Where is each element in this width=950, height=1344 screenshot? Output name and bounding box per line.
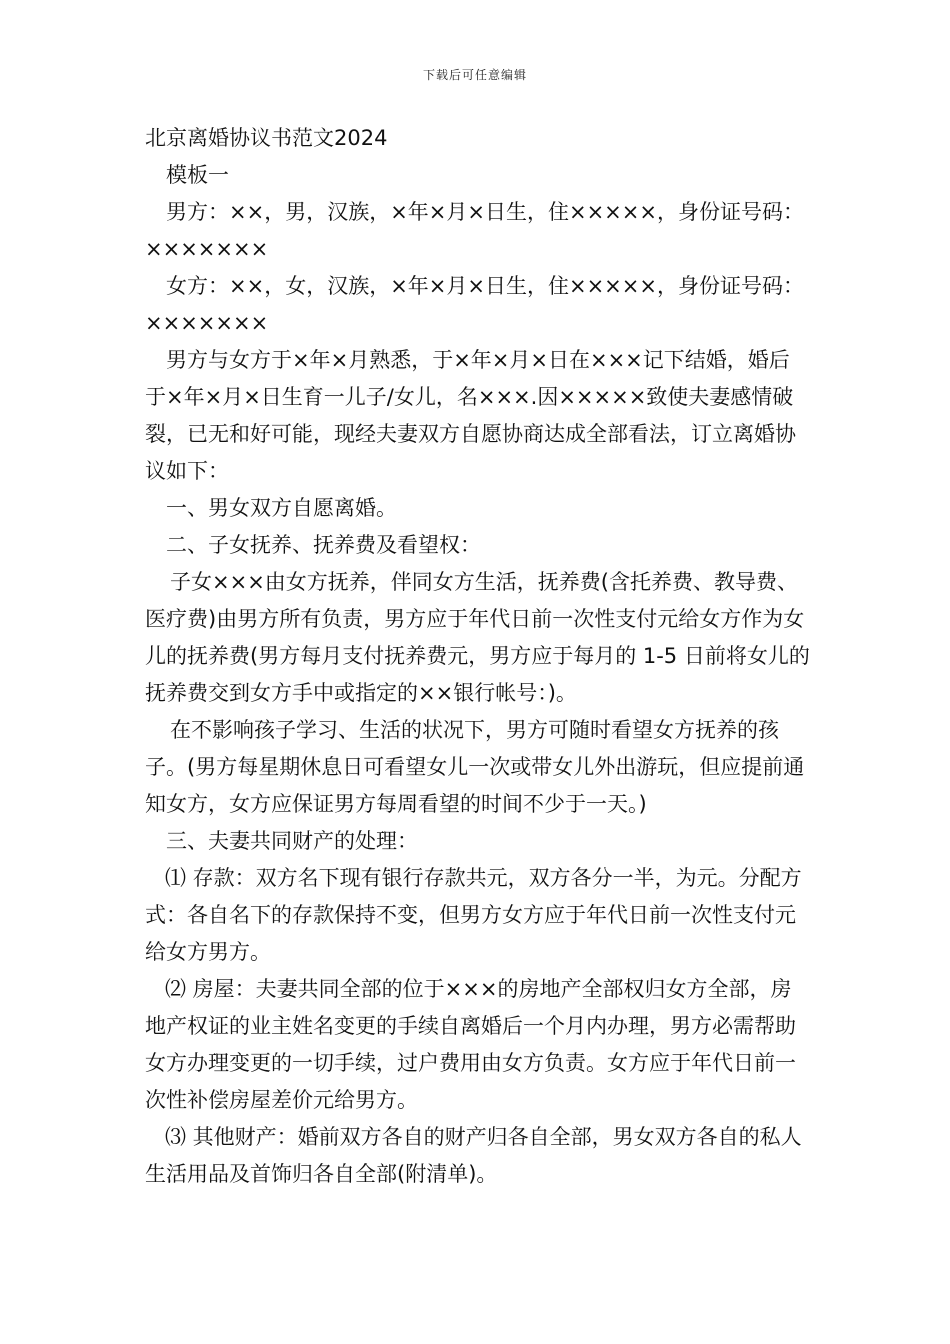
page-header: 下载后可任意编辑	[422, 68, 527, 82]
paragraph-clause-3-heading: 三、夫妻共同财产的处理：	[166, 829, 418, 853]
document-title: 北京离婚协议书范文2024	[145, 126, 388, 150]
paragraph-female-party: 女方：××，女，汉族，×年×月×日生，住×××××，身份证号码：×××××××	[145, 274, 804, 335]
paragraph-male-party: 男方：××，男，汉族，×年×月×日生，住×××××，身份证号码：×××××××	[145, 200, 804, 261]
paragraph-clause-1: 一、男女双方自愿离婚。	[166, 496, 397, 520]
paragraph-clause-2-heading: 二、子女抚养、抚养费及看望权：	[166, 533, 481, 557]
paragraph-background: 男方与女方于×年×月熟悉，于×年×月×日在×××记下结婚，婚后于×年×月×日生育一儿子/女儿，名×××.因×××××致使夫妻感情破裂，已无和好可能，现经夫妻双方自愿协商达成全部看法，订立离婚协议如下：	[145, 348, 796, 483]
paragraph-other-property: ⑶ 其他财产：婚前双方各自的财产归各自全部，男女双方各自的私人生活用品及首饰归各自全部(附清单)。	[145, 1125, 802, 1186]
paragraph-deposits: ⑴ 存款：双方名下现有银行存款共元，双方各分一半，为元。分配方式：各自名下的存款保持不变，但男方女方应于年代日前一次性支付元给女方男方。	[145, 866, 802, 964]
paragraph-housing: ⑵ 房屋：夫妻共同全部的位于×××的房地产全部权归女方全部，房地产权证的业主姓名变更的手续自离婚后一个月内办理，男方必需帮助女方办理变更的一切手续，过户费用由女方负责。女方应于年代日前一次性补偿房屋差价元给男方。	[145, 977, 796, 1112]
paragraph-visitation: 在不影响孩子学习、生活的状况下，男方可随时看望女方抚养的孩子。(男方每星期休息日可看望女儿一次或带女儿外出游玩，但应提前通知女方，女方应保证男方每周看望的时间不少于一天。)	[145, 718, 805, 816]
paragraph-template-label: 模板一	[166, 163, 229, 187]
document-body	[145, 120, 810, 1193]
paragraph-child-support: 子女×××由女方抚养，伴同女方生活，抚养费(含托养费、教导费、医疗费)由男方所有负责，男方应于年代日前一次性支付元给女方作为女儿的抚养费(男方每月支付抚养费元，男方应于每月的 1-5 日前将女儿的抚养费交到女方手中或指定的××银行帐号：)。	[145, 570, 810, 705]
